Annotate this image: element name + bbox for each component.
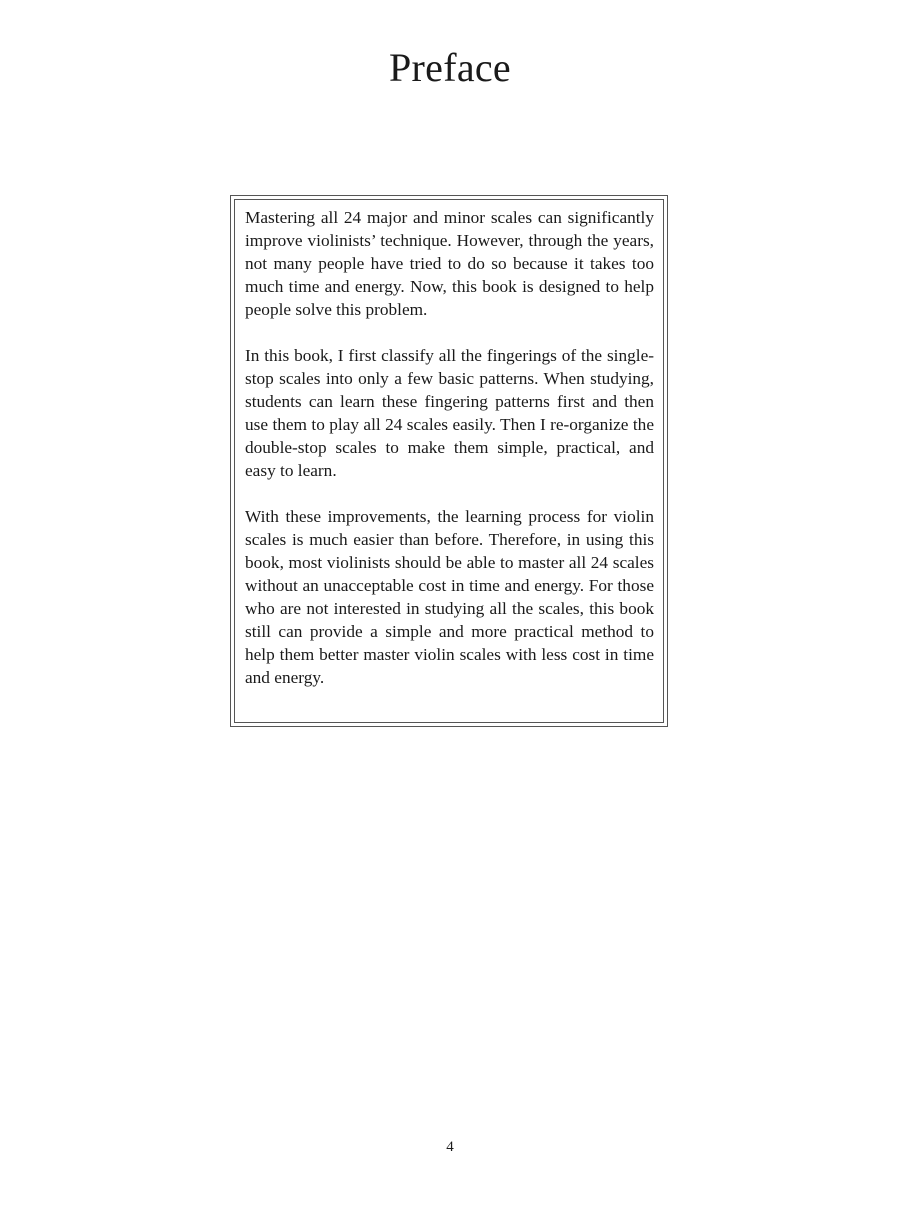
page-title: Preface bbox=[388, 45, 511, 90]
preface-box bbox=[230, 195, 668, 727]
preface-paragraph-1: Mastering all 24 major and minor scales can significantly improve violinists’ technique. However, through the years, not many people have tried to do so because it takes too much time and energy. Now, this book is designed to help people solve this problem. bbox=[245, 208, 654, 319]
preface-box-inner bbox=[234, 199, 664, 723]
preface-paragraph-3: With these improvements, the learning process for violin scales is much easier than before. Therefore, in using this book, most violinists should be able to master all 24 scales without an unacceptable cost in time and energy. For those who are not interested in studying all the scales, this book still can provide a simple and more practical method to help them better master violin scales with less cost in time and energy. bbox=[245, 507, 654, 687]
page-number: 4 bbox=[446, 1139, 454, 1155]
preface-paragraph-2: In this book, I first classify all the fingerings of the single-stop scales into only a few basic patterns. When studying, students can learn these fingering patterns first and then use them to play all 24 scales easily. Then I re-organize the double-stop scales to make them simple, practical, and easy to learn. bbox=[245, 346, 654, 480]
